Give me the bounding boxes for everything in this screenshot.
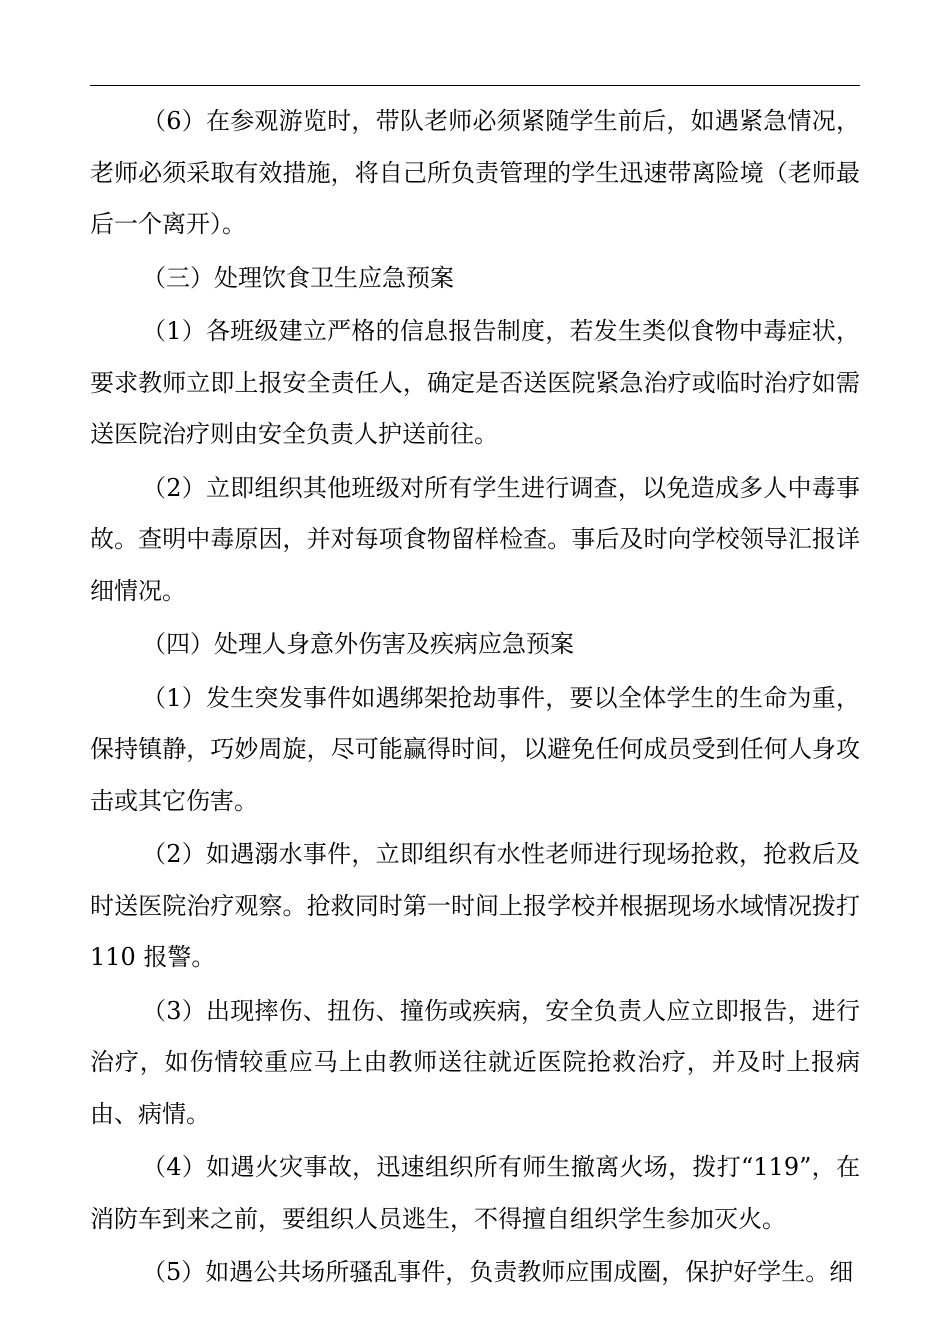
- paragraph-5-public-disturbance: （5）如遇公共场所骚乱事件，负责教师应围成圈，保护好学生。细: [142, 1258, 854, 1286]
- header-rule: [90, 85, 860, 86]
- document-body: [90, 96, 860, 1299]
- paragraph-1-kidnapping: （1）发生突发事件如遇绑架抢劫事件，要以全体学生的生命为重，保持镇静，巧妙周旋，尽可能赢得时间，以避免任何成员受到任何人身攻击或其它伤害。: [90, 683, 860, 815]
- paragraph-2-drowning: （2）如遇溺水事件，立即组织有水性老师进行现场抢救，抢救后及时送医院治疗观察。抢救同时第一时间上报学校并根据现场水域情况拨打 110 报警。: [90, 840, 860, 971]
- section-heading-food-hygiene: （三）处理饮食卫生应急预案: [142, 263, 454, 292]
- section-heading-injury-illness: （四）处理人身意外伤害及疾病应急预案: [142, 630, 574, 658]
- paragraph-2-food-investigation: （2）立即组织其他班级对所有学生进行调查，以免造成多人中毒事故。查明中毒原因，并对每项食物留样检查。事后及时向学校领导汇报详细情况。: [90, 473, 860, 605]
- paragraph-4-fire: （4）如遇火灾事故，迅速组织所有师生撤离火场，拨打“119”，在消防车到来之前，要组织人员逃生，不得擅自组织学生参加灭火。: [90, 1153, 860, 1233]
- paragraph-6-sightseeing: （6）在参观游览时，带队老师必须紧随学生前后，如遇紧急情况，老师必须采取有效措施，将自己所负责管理的学生迅速带离险境（老师最后一个离开）。: [90, 107, 860, 238]
- paragraph-1-food-reporting: （1）各班级建立严格的信息报告制度，若发生类似食物中毒症状，要求教师立即上报安全责任人，确定是否送医院紧急治疗或临时治疗如需送医院治疗则由安全负责人护送前往。: [90, 317, 860, 448]
- paragraph-3-injuries: （3）出现摔伤、扭伤、撞伤或疾病，安全负责人应立即报告，进行治疗，如伤情较重应马上由教师送往就近医院抢救治疗，并及时上报病由、病情。: [90, 996, 860, 1128]
